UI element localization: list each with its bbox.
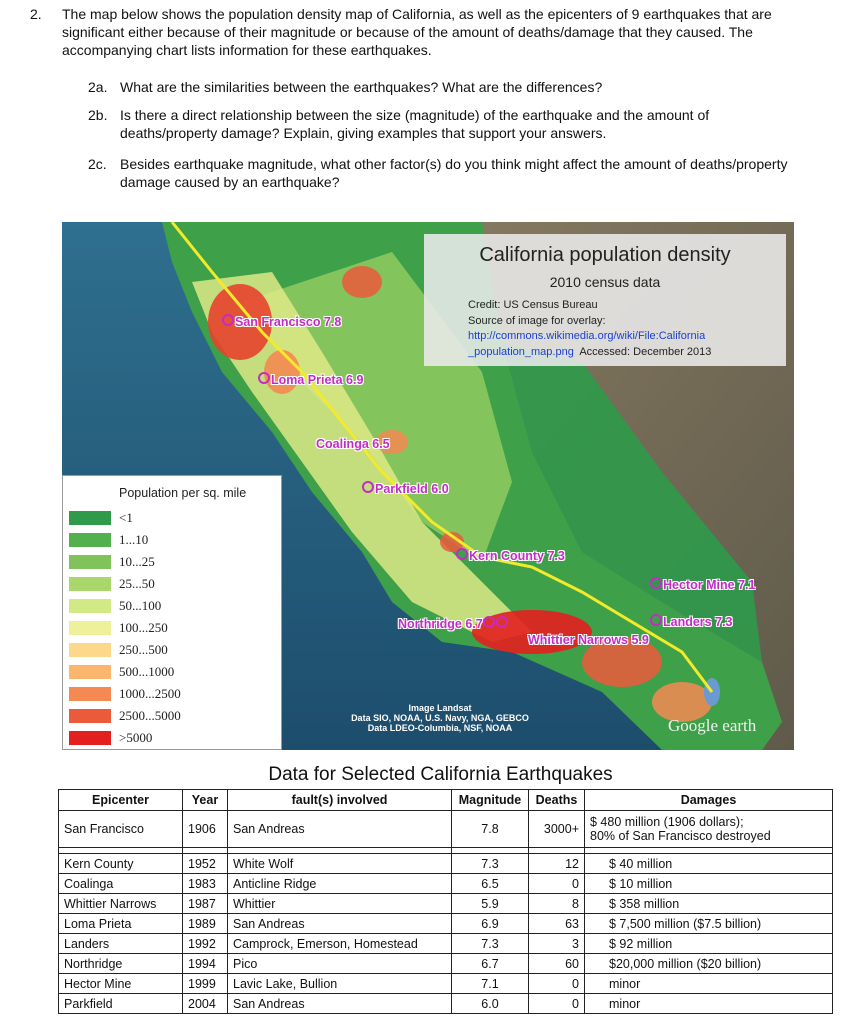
col-header-deaths: Deaths [529, 790, 585, 811]
col-header-magnitude: Magnitude [452, 790, 529, 811]
legend-label: 500...1000 [119, 664, 175, 679]
cell-epicenter: Kern County [59, 854, 183, 874]
legend-item [69, 552, 274, 572]
table-row [59, 974, 833, 994]
legend-item [69, 684, 274, 704]
cell-fault: San Andreas [228, 811, 452, 848]
epicenter-marker-icon [258, 372, 270, 384]
cell-magnitude: 5.9 [452, 894, 529, 914]
quake-landers [650, 614, 732, 629]
question-text: The map below shows the population density map of California, as well as the epicenters of 9 earthquakes that are significant either because of their magnitude or because of the amount of deaths/damage that they caused. The accompanying chart lists information for these earthquakes. [62, 6, 772, 58]
epicenter-marker-icon [456, 548, 468, 560]
legend-swatch [69, 621, 111, 635]
cell-epicenter: Parkfield [59, 994, 183, 1014]
cell-epicenter: Loma Prieta [59, 914, 183, 934]
credit-line: Credit: US Census Bureau [468, 299, 598, 311]
cell-magnitude: 7.8 [452, 811, 529, 848]
legend-label: 2500...5000 [119, 708, 181, 723]
quake-label: Hector Mine 7.1 [663, 578, 756, 592]
cell-deaths: 0 [529, 974, 585, 994]
cell-deaths: 3 [529, 934, 585, 954]
quake-san-francisco [222, 314, 341, 329]
table-row [59, 854, 833, 874]
legend-label: >5000 [119, 730, 153, 745]
cell-fault: Camprock, Emerson, Homestead [228, 934, 452, 954]
quake-whittier-narrows [528, 633, 649, 647]
cell-fault: White Wolf [228, 854, 452, 874]
col-header-year: Year [183, 790, 228, 811]
cell-year: 1999 [183, 974, 228, 994]
cell-fault: San Andreas [228, 994, 452, 1014]
legend-item [69, 508, 274, 528]
cell-epicenter: San Francisco [59, 811, 183, 848]
quake-kern-county [456, 548, 565, 563]
legend-item [69, 530, 274, 550]
cell-year: 1952 [183, 854, 228, 874]
legend-label: 25...50 [119, 576, 155, 591]
question-2 [30, 5, 822, 59]
quake-label: Whittier Narrows 5.9 [528, 633, 649, 647]
quake-label: Parkfield 6.0 [375, 482, 449, 496]
legend-item [69, 596, 274, 616]
google-earth-logo: Google earth [668, 716, 757, 735]
cell-year: 1906 [183, 811, 228, 848]
cell-deaths: 8 [529, 894, 585, 914]
cell-damages: $ 7,500 million ($7.5 billion) [585, 914, 833, 934]
cell-deaths: 63 [529, 914, 585, 934]
legend-label: 50...100 [119, 598, 162, 613]
cell-damages: $ 358 million [585, 894, 833, 914]
legend-swatch [69, 555, 111, 569]
question-2a [88, 78, 810, 96]
quake-label: Kern County 7.3 [469, 549, 565, 563]
cell-magnitude: 6.7 [452, 954, 529, 974]
legend-label: 10...25 [119, 554, 155, 569]
quake-label: Northridge 6.7 [398, 617, 483, 631]
cell-deaths: 0 [529, 994, 585, 1014]
question-number: 2c. [88, 156, 107, 172]
cell-fault: Whittier [228, 894, 452, 914]
table-row [59, 934, 833, 954]
table-title: Data for Selected California Earthquakes [268, 764, 613, 785]
cell-magnitude: 6.5 [452, 874, 529, 894]
map-credit [468, 298, 711, 360]
cell-magnitude: 7.1 [452, 974, 529, 994]
legend-swatch [69, 709, 111, 723]
legend-swatch [69, 533, 111, 547]
accessed-date: Accessed: December 2013 [579, 345, 712, 358]
col-header-epicenter: Epicenter [59, 790, 183, 811]
legend-label: 250...500 [119, 642, 168, 657]
cell-fault: San Andreas [228, 914, 452, 934]
question-number: 2b. [88, 107, 108, 123]
cell-magnitude: 7.3 [452, 934, 529, 954]
cell-fault: Anticline Ridge [228, 874, 452, 894]
damages-line: 80% of San Francisco destroyed [590, 829, 771, 843]
table-row [59, 894, 833, 914]
question-2c [88, 155, 810, 191]
map-subtitle: 2010 census data [549, 274, 661, 290]
legend-item [69, 640, 274, 660]
source-label: Source of image for overlay: [468, 314, 606, 327]
col-header-damages: Damages [585, 790, 833, 811]
question-text: Besides earthquake magnitude, what other factor(s) do you think might affect the amount of deaths/property damage caused by an earthquake? [120, 156, 788, 190]
question-number: 2. [30, 6, 42, 22]
table-row [59, 874, 833, 894]
cell-magnitude: 6.0 [452, 994, 529, 1014]
cell-damages: minor [585, 994, 833, 1014]
legend-item [69, 728, 274, 748]
legend-swatch [69, 643, 111, 657]
cell-damages: minor [585, 974, 833, 994]
cell-damages: $ 92 million [585, 934, 833, 954]
legend-item [69, 662, 274, 682]
cell-damages: $ 10 million [585, 874, 833, 894]
attribution-line: Data LDEO-Columbia, NSF, NOAA [367, 723, 513, 733]
legend-swatch [69, 599, 111, 613]
cell-epicenter: Landers [59, 934, 183, 954]
epicenter-marker-icon [650, 614, 662, 626]
legend-label: 1000...2500 [119, 686, 181, 701]
col-header-fault: fault(s) involved [228, 790, 452, 811]
epicenter-marker-icon [222, 314, 234, 326]
legend-label: 100...250 [119, 620, 168, 635]
question-text: Is there a direct relationship between the size (magnitude) of the earthquake and the amount of deaths/property damage? Explain, giving examples that support your answers. [120, 107, 710, 141]
quake-loma-prieta [258, 372, 363, 387]
legend-swatch [69, 665, 111, 679]
legend-label: 1...10 [119, 532, 149, 547]
legend-swatch [69, 731, 111, 745]
cell-deaths: 60 [529, 954, 585, 974]
epicenter-marker-icon [483, 616, 495, 628]
legend-title: Population per sq. mile [119, 486, 247, 500]
source-link-continued [468, 345, 711, 361]
cell-epicenter: Northridge [59, 954, 183, 974]
damages-line: $ 480 million (1906 dollars); [590, 815, 744, 829]
cell-damages: $20,000 million ($20 billion) [585, 954, 833, 974]
attribution-line: Data SIO, NOAA, U.S. Navy, NGA, GEBCO [351, 713, 529, 723]
cell-year: 1989 [183, 914, 228, 934]
quake-northridge [398, 616, 509, 631]
table-row [59, 914, 833, 934]
quake-parkfield [362, 481, 449, 496]
cell-deaths: 0 [529, 874, 585, 894]
cell-year: 1983 [183, 874, 228, 894]
cell-year: 1994 [183, 954, 228, 974]
legend-swatch [69, 687, 111, 701]
cell-epicenter: Hector Mine [59, 974, 183, 994]
cell-damages: $ 40 million [585, 854, 833, 874]
cell-year: 1992 [183, 934, 228, 954]
epicenter-marker-icon [650, 577, 662, 589]
table-row [59, 994, 833, 1014]
source-link[interactable]: http://commons.wikimedia.org/wiki/File:California [468, 330, 706, 342]
legend-item [69, 574, 274, 594]
legend-item [69, 706, 274, 726]
quake-hector-mine [650, 577, 755, 592]
table-row [59, 811, 833, 848]
cell-fault: Pico [228, 954, 452, 974]
cell-magnitude: 7.3 [452, 854, 529, 874]
question-number: 2a. [88, 79, 108, 95]
legend-label: <1 [119, 510, 133, 525]
cell-fault: Lavic Lake, Bullion [228, 974, 452, 994]
cell-damages [585, 811, 833, 848]
map-title: California population density [479, 244, 731, 266]
quake-label: Coalinga 6.5 [316, 437, 390, 451]
source-link-2[interactable]: _population_map.png [468, 345, 574, 358]
attribution-line: Image Landsat [408, 703, 472, 713]
table-header-row [59, 790, 833, 811]
epicenter-marker-icon [496, 616, 508, 628]
cell-epicenter: Coalinga [59, 874, 183, 894]
question-text: What are the similarities between the earthquakes? What are the differences? [120, 79, 603, 95]
cell-magnitude: 6.9 [452, 914, 529, 934]
cell-deaths: 12 [529, 854, 585, 874]
epicenter-marker-icon [362, 481, 374, 493]
cell-year: 1987 [183, 894, 228, 914]
earthquake-data-table [58, 789, 833, 1014]
legend-item [69, 618, 274, 638]
imagery-attribution [310, 703, 570, 733]
legend-swatch [69, 511, 111, 525]
cell-deaths: 3000+ [529, 811, 585, 848]
question-2b [88, 106, 810, 142]
quake-coalinga [316, 437, 390, 451]
quake-label: Loma Prieta 6.9 [271, 373, 364, 387]
quake-label: San Francisco 7.8 [235, 315, 342, 329]
map-caption-panel [424, 234, 786, 366]
table-row [59, 954, 833, 974]
legend-swatch [69, 577, 111, 591]
map-legend [62, 475, 282, 750]
cell-year: 2004 [183, 994, 228, 1014]
quake-label: Landers 7.3 [663, 615, 733, 629]
cell-epicenter: Whittier Narrows [59, 894, 183, 914]
